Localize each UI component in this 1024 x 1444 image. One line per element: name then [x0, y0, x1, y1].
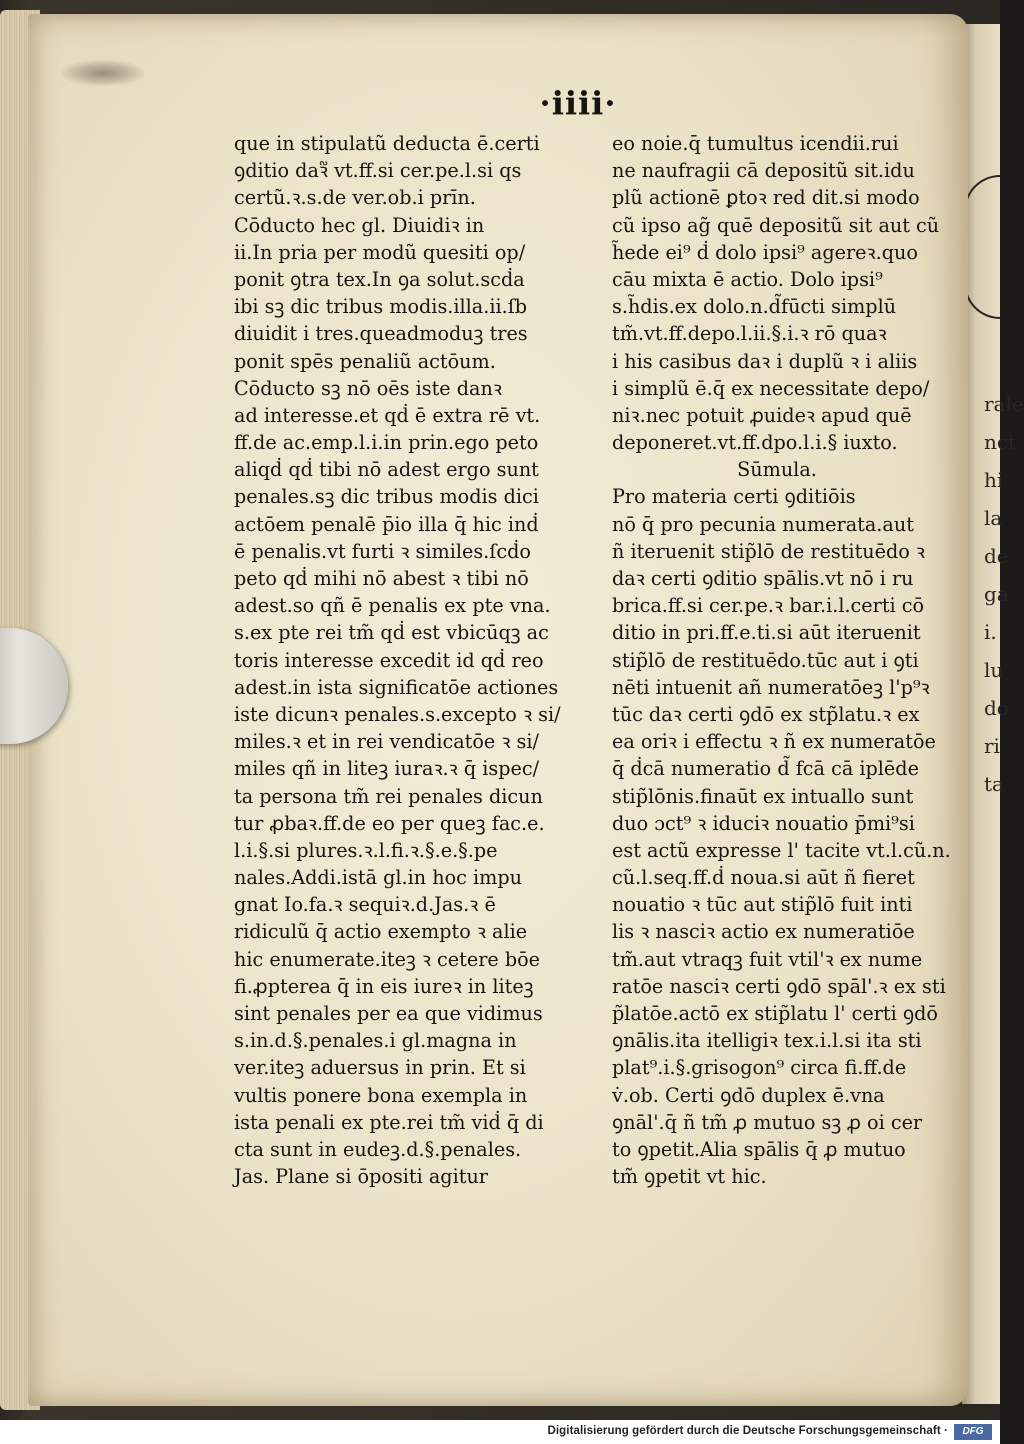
text-line: diuidit i tres.queadmoduꝫ tres [234, 322, 528, 346]
text-line: tm̃.vt.ff.depo.l.ii.§.i.ꝛ rō quaꝛ [612, 322, 887, 346]
text-line: vultis ponere bona exempla in [234, 1083, 528, 1107]
text-line: peto qḋ mihi nō abest ꝛ tibi nō [234, 567, 529, 590]
text-line: ii.In pria per modũ quesiti op/ [234, 240, 526, 264]
text-line: ibi sꝫ dic tribus modis.illa.ii.ſb [234, 295, 528, 319]
text-line: to ꝯpetit.Alia spālis q̄ ꝓ mutuo [612, 1137, 906, 1161]
text-line: ꝯnālis.ita itelligiꝛ tex.i.l.si ita sti [612, 1029, 922, 1053]
text-line: ē penalis.vt furti ꝛ similes.ſcḋo [234, 539, 531, 563]
text-line: p̃latōe.actō ex stip̃latu l' certi ꝯdō [612, 1002, 938, 1025]
facing-page-fragment: de [984, 544, 1009, 568]
text-line: aliqḋ qḋ tibi nō adest ergo sunt [234, 458, 539, 482]
text-line: miles.ꝛ et in rei vendicatōe ꝛ si/ [234, 730, 539, 754]
text-line: cũ ipso ag̃ quē depositũ sit aut cũ [612, 213, 940, 237]
text-line: ff.de ac.emp.l.i.in prin.ego peto [234, 431, 539, 455]
dfg-logo: DFG [954, 1424, 992, 1440]
text-line: cāu mixta ē actio. Dolo ipsi⁹ [612, 267, 883, 291]
funding-credit: Digitalisierung gefördert durch die Deutsche Forschungsgemeinschaft · [547, 1425, 948, 1437]
text-line: tm̃.aut vtraqꝫ fuit vtil'ꝛ ex nume [612, 947, 923, 971]
text-line: nouatio ꝛ tūc aut stip̃lō fuit inti [612, 893, 913, 917]
text-line: s.ex pte rei tm̃ qḋ est vbicūqꝫ ac [234, 621, 549, 645]
text-line: ponit ꝯtra tex.In ꝯa solut.scḋa [234, 267, 525, 291]
text-line: hic enumerate.iteꝫ ꝛ cetere bōe [234, 947, 541, 971]
text-line: iste dicunꝛ penales.s.excepto ꝛ si/ [234, 702, 561, 726]
facing-page-fragment: ri [984, 734, 1000, 758]
text-line: ta persona tm̃ rei penales dicun [234, 784, 543, 808]
text-line: ne naufragii cā depositũ sit.idu [612, 159, 915, 183]
text-line: cta sunt in eudeꝫ.d.§.penales. [234, 1137, 522, 1161]
facing-page-fragment: la [984, 506, 1003, 530]
text-line: brica.ff.si cer.pe.ꝛ bar.i.l.certi cō [612, 594, 925, 618]
text-line: i simplũ ē.q̄ ex necessitate depo/ [612, 376, 930, 400]
folio-number: ·iiii· [539, 84, 617, 122]
text-line: tm̃ ꝯpetit vt hic. [612, 1165, 767, 1189]
text-line: gnat Io.fa.ꝛ sequiꝛ.d.Jas.ꝛ ē [234, 893, 496, 917]
text-line: adest.in ista significatōe actiones [234, 675, 559, 699]
text-line: tūc daꝛ certi ꝯdō ex stp̃latu.ꝛ ex [612, 702, 920, 726]
text-line: Pro materia certi ꝯditiōis [612, 485, 856, 509]
text-line: est actũ expresse l' tacite vt.l.cũ.n. [612, 838, 951, 862]
text-line: l.i.§.si plures.ꝛ.l.fi.ꝛ.§.e.§.pe [234, 838, 498, 862]
facing-page-fragment: do [984, 696, 1009, 720]
text-line: plũ actionē ꝑtoꝛ red dit.si modo [612, 186, 920, 210]
text-line: stip̃lō de restituēdo.tūc aut i ꝯti [612, 648, 919, 672]
text-line: ad interesse.et qḋ ē extra rē vt. [234, 403, 541, 427]
text-line: eo noie.q̄ tumultus icendii.rui [612, 132, 899, 155]
text-line: actōem penalē p̄io illa q̄ hic inḋ [234, 512, 539, 536]
text-line: v̇.ob. Certi ꝯdō duplex ē.vna [612, 1083, 885, 1107]
text-line: sint penales per ea que vidimus [234, 1002, 543, 1025]
text-line: fi.ꝓpterea q̄ in eis iureꝛ in liteꝫ [234, 974, 534, 998]
text-line: cũ.l.seq.ff.ḋ noua.si aūt ñ fieret [612, 866, 915, 890]
left-text-column [234, 130, 574, 1190]
facing-page-fragment: rale [984, 392, 1024, 416]
text-line: nō q̄ pro pecunia numerata.aut [612, 512, 914, 536]
footer-bar [0, 1420, 1000, 1444]
text-line: Jas. Plane si ōpositi agitur [234, 1165, 488, 1189]
text-line: q̄ ḋcā numeratio d̃ fcā cā iplēde [612, 757, 919, 781]
text-line: plat⁹.i.§.grisogon⁹ circa fi.ff.de [612, 1056, 907, 1080]
text-line: niꝛ.nec potuit ꝓuideꝛ apud quē [612, 403, 912, 427]
text-line: toris interesse excedit id qḋ reo [234, 648, 544, 672]
text-line: Cōducto hec gl. Diuidiꝛ in [234, 213, 485, 237]
text-line: h̃ede ei⁹ ḋ dolo ipsi⁹ agereꝛ.quo [612, 240, 918, 264]
text-line: tur ꝓbaꝛ.ff.de eo per queꝫ fac.e. [234, 811, 545, 835]
text-line: ꝯnāl'.q̄ ñ tm̃ ꝓ mutuo sꝫ ꝓ oi cer [612, 1110, 923, 1134]
text-line: que in stipulatũ deducta ē.certi [234, 132, 540, 155]
text-line: s.h̃dis.ex dolo.n.d̃fūcti simplū [612, 295, 897, 319]
facing-page-fragment: nct [984, 430, 1017, 454]
facing-page-initial [964, 175, 1000, 319]
facing-page-fragment: i. [984, 620, 997, 644]
text-line: stip̃lōnis.finaūt ex intuallo sunt [612, 784, 914, 808]
facing-page-fragment: hi [984, 468, 1004, 492]
text-line: deponeret.vt.ff.dpo.l.i.§ iuxto. [612, 431, 898, 455]
text-line: s.in.d.§.penales.i gl.magna in [234, 1029, 517, 1053]
text-line: lis ꝛ nasciꝛ actio ex numeratiōe [612, 920, 915, 944]
ink-stain [62, 60, 144, 86]
text-line: nēti intuenit añ numeratōeꝫ l'p⁹ꝛ [612, 675, 930, 699]
text-line: ditio in pri.ff.e.ti.si aūt iteruenit [612, 621, 921, 645]
text-line: i his casibus daꝛ i duplũ ꝛ i aliis [612, 349, 918, 373]
facing-page-fragment: ta [984, 772, 1004, 796]
text-line: ridiculũ q̄ actio exempto ꝛ alie [234, 920, 528, 944]
text-line: Sūmula. [737, 458, 817, 482]
text-line: ñ iteruenit stip̃lō de restituēdo ꝛ [612, 539, 926, 563]
text-line: miles qñ in liteꝫ iuraꝛ.ꝛ q̄ ispec/ [234, 757, 540, 781]
text-line: daꝛ certi ꝯditio spālis.vt nō i ru [612, 567, 914, 590]
text-line: nales.Addi.istā gl.in hoc impu [234, 866, 522, 890]
text-line: ver.iteꝫ aduersus in prin. Et si [234, 1056, 526, 1080]
text-line: ista penali ex pte.rei tm̃ viḋ q̄ di [234, 1110, 544, 1134]
text-line: certũ.ꝛ.s.de ver.ob.i prīn. [234, 186, 476, 210]
text-line: ponit spēs penaliũ actōum. [234, 349, 496, 373]
text-line: ea oriꝛ i effectu ꝛ ñ ex numeratōe [612, 730, 936, 754]
right-text-column [612, 130, 951, 1190]
text-line: adest.so qñ ē penalis ex pte vna. [234, 594, 551, 618]
facing-page-fragment: ga [984, 582, 1009, 606]
text-line: Cōducto sꝫ nō oēs iste danꝛ [234, 376, 502, 400]
facing-page-fragment: lu [984, 658, 1004, 682]
text-line: ratōe nasciꝛ certi ꝯdō spāl'.ꝛ ex sti [612, 974, 946, 998]
text-line: ꝯditio daꝛ᷑ vt.ff.si cer.pe.l.si qs [234, 159, 522, 183]
text-line: duo ɔct⁹ ꝛ iduciꝛ nouatio p̄mi⁹si [612, 811, 915, 835]
text-line: penales.sꝫ dic tribus modis dici [234, 485, 539, 509]
